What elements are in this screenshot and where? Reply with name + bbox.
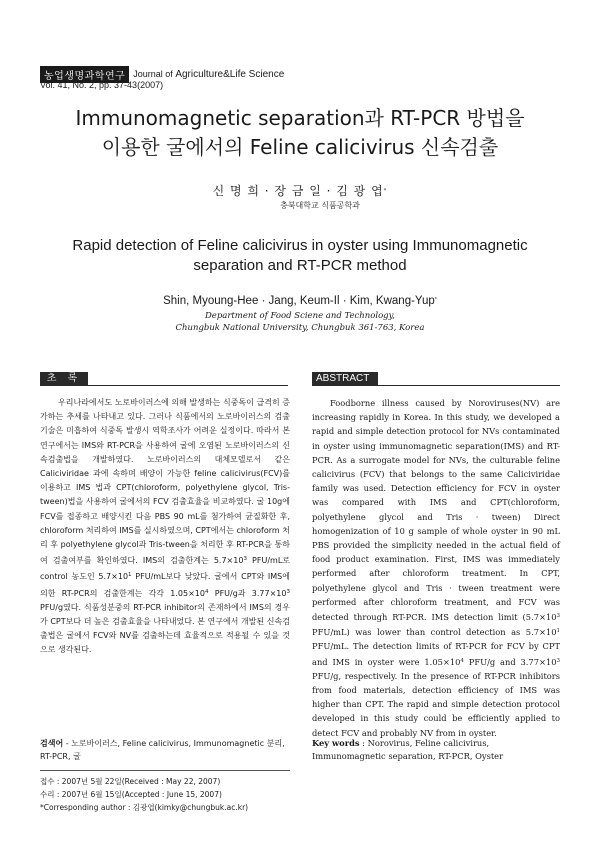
abstract-ko-heading: 초 록 xyxy=(40,372,88,386)
abstract-english: Foodborne illness caused by Noroviruses(NV) are increasing rapidly in Korea. In this study, we developed a rapid and simple detection protocol for NVs contaminated in oyster using immunomagnetic separation(IMS) and RT-PCR. As a surrogate model for NVs, the culturable feline calicivirus (FCV) that belongs to the same Caliciviridae family was used. Detection efficiency for FCV in oyster was compared with IMS and CPT(chloroform, polyethylene glycol and Tris · tween) Direct homogenization of 10 g sample of whole oyster in 90 mL PBS provided the simplicity needed in the actual field of food product examination. First, IMS was immediately performed after chloroform treatment. In CPT, polyethylene glycol and Tris · tween treatment were performed after chloroform treatment, and FCV was detected through RT-PCR. IMS detection limit ($5.7\times 10^3$ PFU/mL) was lower than control detection as $5.7\times 10^1$ PFU/mL. The detection limits of RT-PCR for FCV by CPT and IMS in oyster were $1.05\times 10^4$ PFU/g and $3.77\times 10^3$ PFU/g, respectively. In the presence of RT-PCR inhibitors from food materials, detection efficiency of IMS was higher than CPT. The rapid and simple detection protocol developed in this study could be efficiently applied to detect FCV and probably NV from in oyster. xyxy=(312,398,560,738)
abstract-en-rule xyxy=(374,385,560,386)
abstract-ko-rule xyxy=(88,385,288,386)
title-english-line1: Rapid detection of Feline calicivirus in oyster using Immunomagnetic xyxy=(72,237,528,254)
accepted-date: 수리 : 2007년 6월 15일(Accepted : June 15, 2007) xyxy=(40,790,222,799)
volume-info: Vol. 41, No. 2, pp. 37-43(2007) xyxy=(40,80,164,90)
abstract-korean: 우리나라에서도 노로바이러스에 의해 발생하는 식중독이 급격히 증가하는 추세를 나타내고 있다. 그러나 식품에서의 노로바이러스의 검출 기술은 미흡하여 식중독 발생시 역학조사가 어려운 실정이다. 따라서 본 연구에서는 IMS와 RT-PCR을 사용하여 굴에 오염된 노로바이러스의 신속검출법을 개발하였다. 노로바이러스의 대체모델로서 같은 Caliciviridae 과에 속하며 배양이 가능한 feline calicivirus(FCV)를 이용하고 IMS 법과 CPT(chloroform, polyethylene glycol, Tris-tween)법을 사용하여 굴에서의 FCV 검출효율을 비교하였다. 굴 10g에 FCV를 접종하고 배양시킨 다음 PBS 90 mL를 첨가하여 균질화한 후, chloroform 처리하여 IMS를 실시하였으며, CPT에서는 chloroform 처리 후 polyethylene glycol과 Tris-tween을 처리한 후 RT-PCR을 통하여 검출여부를 확인하였다. IMS의 검출한계는 $5.7\times 10^3$ PFU/mL로 control 농도인 $5.7\times 10^1$ PFU/mL보다 낮았다. 굴에서 CPT와 IMS에 의한 RT-PCR의 검출한계는 각각 $1.05\times 10^4$ PFU/g과 $3.77\times 10^3$ PFU/g였다. 식품성분중의 RT-PCR inhibitor의 존재하에서 IMS의 경우가 CPT보다 더 높은 검출효율을 나타내었다. 본 연구에서 개발된 신속검출법은 굴에서 FCV와 NV를 검출하는데 효율적으로 적용될 수 있을 것으로 생각된다. xyxy=(40,398,291,655)
journal-name-ko: 농업생명과학연구 xyxy=(40,66,129,83)
keywords-korean: 검색어 - 노로바이러스, Feline calicivirus, Immunomagnetic 분리, RT-PCR, 굴 xyxy=(40,739,285,761)
title-english xyxy=(40,236,560,276)
affiliation-english: Department of Food Sciene and Technology, Chungbuk National University, Chungbuk 361-763, Korea xyxy=(175,311,425,333)
affiliation-korean: 충북대학교 식품공학과 xyxy=(280,201,360,210)
title-english-line2: separation and RT-PCR method xyxy=(193,257,407,274)
corresponding-author: *Corresponding author : 김광엽(kimky@chungbuk.ac.kr) xyxy=(40,803,249,812)
footnote-rule xyxy=(40,770,290,771)
title-korean-line2: 이용한 굴에서의 Feline calicivirus 신속검출 xyxy=(101,135,499,159)
keywords-english: Key words : Norovirus, Feline calicivirus, Immunomagnetic separation, RT-PCR, Oyster xyxy=(312,738,504,761)
journal-name-en: Journal of Agriculture&Life Science xyxy=(133,69,285,80)
authors-korean: 신 명 희 · 장 금 일 · 김 광 엽* xyxy=(212,184,388,198)
received-date: 접수 : 2007년 5월 22일(Received : May 22, 2007) xyxy=(40,777,221,786)
authors-english: Shin, Myoung-Hee · Jang, Keum-Il · Kim, Kwang-Yup* xyxy=(163,295,437,307)
title-korean-line1: Immunomagnetic separation과 RT-PCR 방법을 xyxy=(75,106,525,130)
footnotes xyxy=(40,775,340,814)
abstract-en-heading: ABSTRACT xyxy=(312,372,378,386)
title-korean xyxy=(40,104,560,162)
